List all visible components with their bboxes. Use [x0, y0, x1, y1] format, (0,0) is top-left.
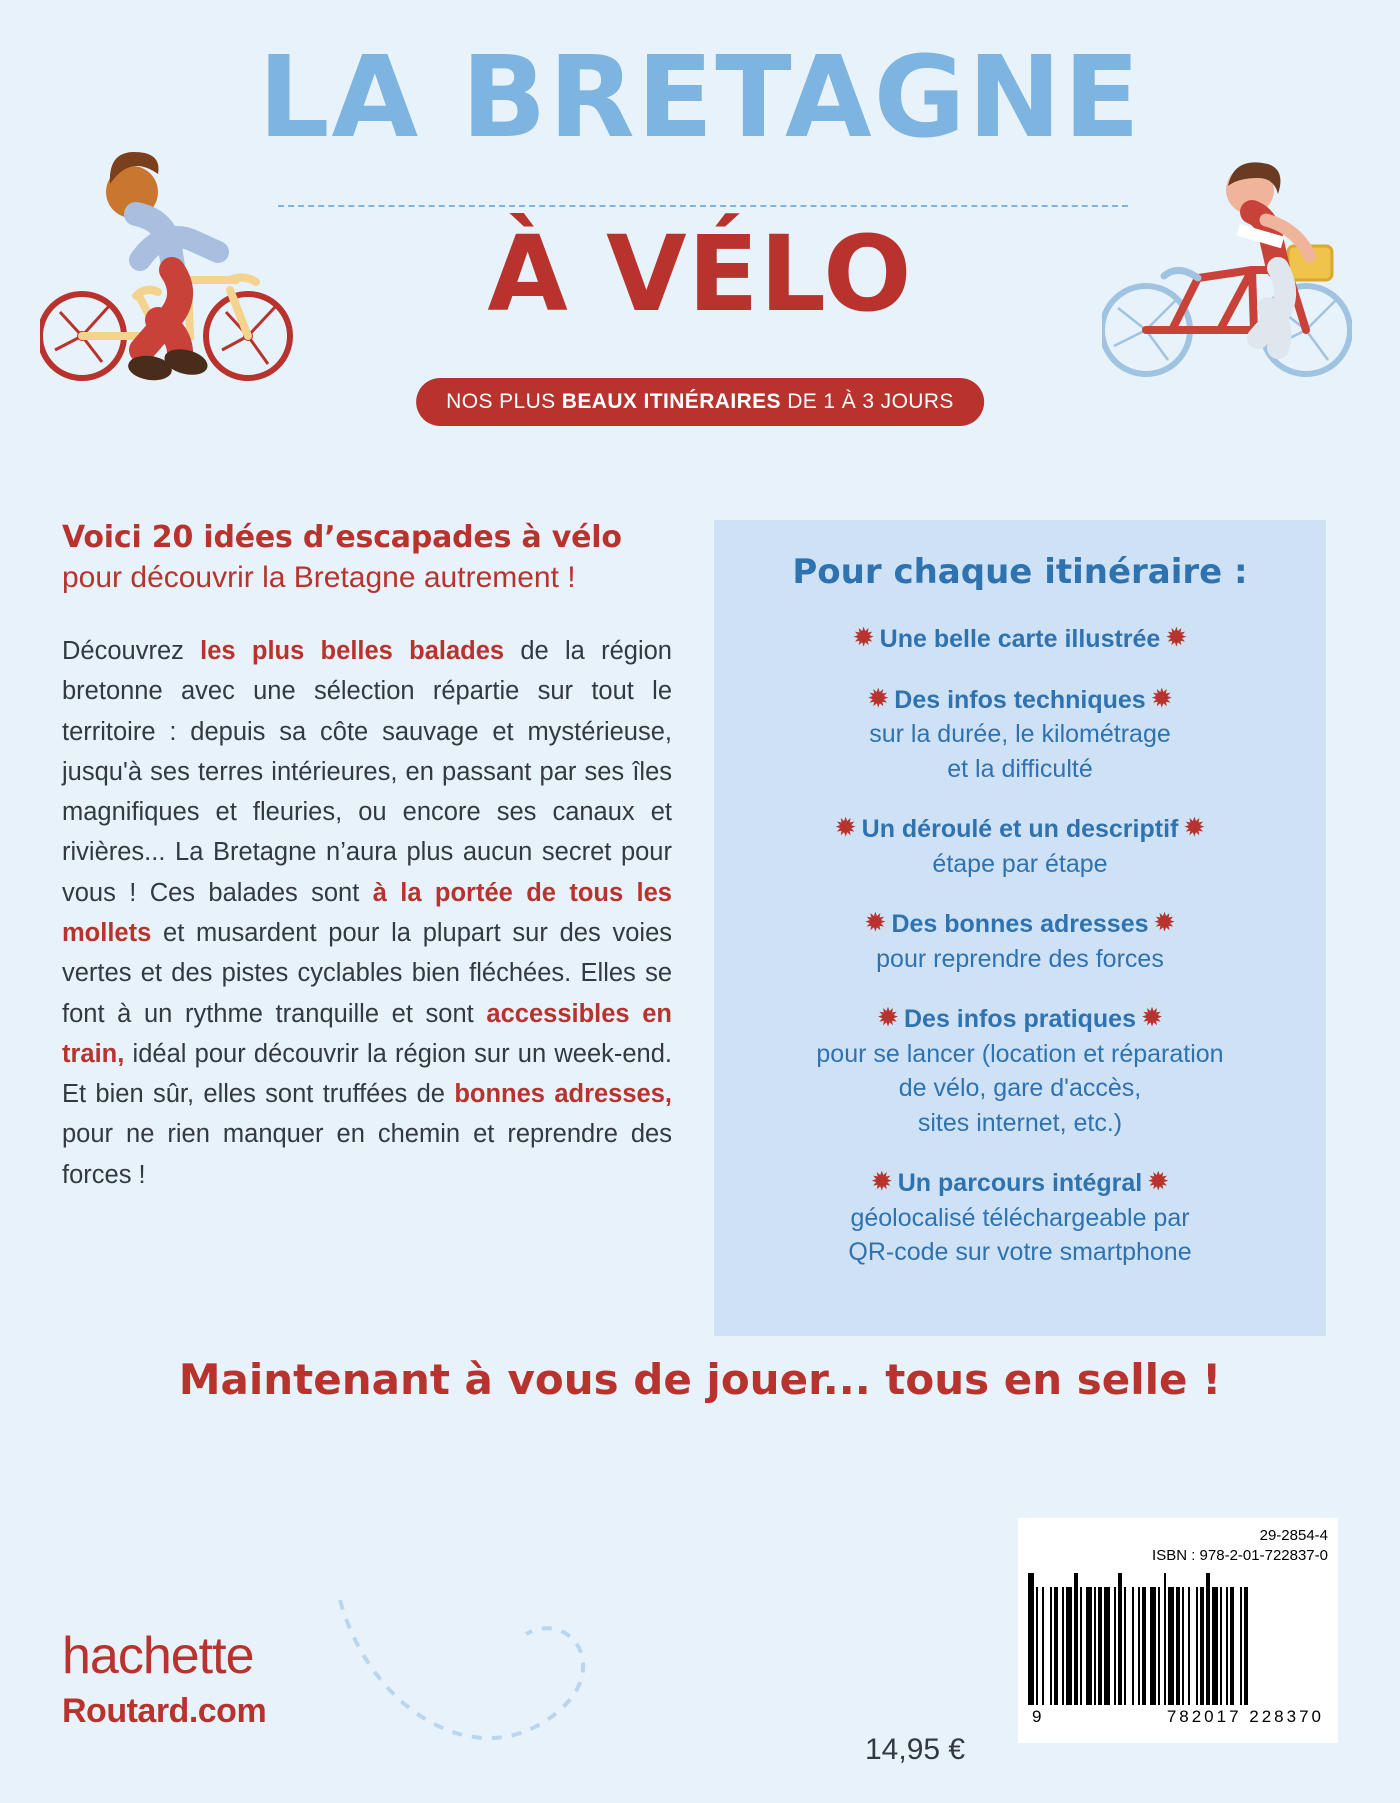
dashed-path-decoration — [330, 1590, 630, 1770]
badge-suffix: DE 1 À 3 JOURS — [780, 390, 954, 413]
intro-column — [62, 520, 672, 1195]
panel-item-title — [740, 622, 1300, 657]
paragraph-highlight: à la portée de tous les mollets — [62, 878, 672, 947]
panel-item-subline: de vélo, gare d'accès, — [898, 1074, 1142, 1102]
panel-item — [740, 812, 1300, 881]
panel-item-subline: sites internet, etc.) — [917, 1108, 1123, 1137]
wheel-icon: ✹ — [1145, 684, 1172, 711]
panel-heading: Pour chaque itinéraire : — [792, 552, 1248, 592]
cover-hero — [0, 0, 1400, 470]
panel-item-title — [740, 683, 1300, 718]
paragraph-highlight: bonnes adresses, — [454, 1080, 672, 1109]
panel-item-title — [740, 907, 1300, 942]
panel-item-title — [740, 812, 1300, 847]
barcode-bar — [1248, 1587, 1250, 1705]
panel-item-subline: étape par étape — [932, 849, 1108, 878]
panel-item-label: Un parcours intégral — [897, 1169, 1143, 1197]
intro-lead-bold: Voici 20 idées d’escapades à vélo — [62, 520, 622, 555]
barcode-ref: 29-2854-4 — [1259, 1527, 1328, 1544]
panel-item-label: Une belle carte illustrée — [879, 625, 1161, 653]
cover-badge — [416, 378, 984, 426]
paragraph-text: idéal pour découvrir la région sur un week-end. Et bien sûr, elles sont truffées de — [62, 1039, 672, 1109]
panel-item-label: Des infos techniques — [894, 685, 1146, 714]
paragraph-text: et musardent pour la plupart sur des voies vertes et des pistes cyclables bien fléchées. Elles se font à un rythme tranquille et sont — [62, 918, 672, 1028]
panel-item — [740, 622, 1300, 657]
panel-item — [740, 683, 1300, 787]
wheel-icon: ✹ — [1178, 814, 1205, 840]
publisher-logo — [62, 1627, 267, 1731]
wheel-icon: ✹ — [1142, 1168, 1168, 1194]
cover-title-line1: LA BRETAGNE — [258, 33, 1142, 163]
wheel-icon: ✹ — [853, 624, 880, 650]
panel-item-title — [740, 1002, 1300, 1037]
barcode-digits — [1028, 1705, 1328, 1727]
panel-item-subline: pour reprendre des forces — [876, 944, 1164, 973]
price-label: 14,95 € — [865, 1733, 966, 1766]
intro-lead-regular: pour découvrir la Bretagne autrement ! — [62, 561, 576, 594]
barcode-bars — [1028, 1573, 1328, 1705]
paragraph-text: Découvrez — [62, 637, 201, 665]
itinerary-features-panel — [714, 520, 1326, 1336]
panel-item-list — [740, 622, 1300, 1270]
paragraph-text: de la région bretonne avec une sélection répartie sur tout le territoire : depuis sa côte sauvage et mystérieuse, jusqu'à ses terres intérieures, en passant par ses îles magnifiques et fleuries, ou encore ses canaux et rivières... La Bretagne n’aura plus aucun secret pour vous ! Ces balades sont — [62, 637, 672, 907]
paragraph-text: pour ne rien manquer en chemin et reprendre des forces ! — [62, 1120, 672, 1189]
panel-item — [740, 1166, 1300, 1270]
barcode-digit-group: 782017 228370 — [1166, 1706, 1324, 1726]
main-content — [0, 520, 1400, 1336]
badge-prefix: NOS PLUS — [446, 390, 562, 413]
panel-item-label: Des infos pratiques — [904, 1005, 1136, 1033]
panel-item-subline: QR-code sur votre smartphone — [848, 1238, 1192, 1266]
wheel-icon: ✹ — [1148, 909, 1175, 935]
panel-item-subline: pour se lancer (location et réparation — [816, 1039, 1224, 1068]
barcode — [1018, 1518, 1338, 1743]
panel-item-title — [740, 1166, 1300, 1201]
panel-item-subline: et la difficulté — [947, 754, 1093, 783]
call-to-action: Maintenant à vous de jouer... tous en selle ! — [178, 1355, 1222, 1404]
wheel-icon: ✹ — [868, 684, 895, 711]
badge-bold: BEAUX ITINÉRAIRES — [561, 390, 781, 413]
wheel-icon: ✹ — [1160, 624, 1187, 650]
panel-item-label: Un déroulé et un descriptif — [861, 815, 1179, 843]
wheel-icon: ✹ — [865, 909, 892, 935]
routard-site: Routard.com — [62, 1692, 267, 1730]
panel-item — [740, 1002, 1300, 1140]
title-divider — [278, 205, 1128, 207]
paragraph-highlight: les plus belles balades — [200, 637, 505, 665]
wheel-icon: ✹ — [878, 1004, 904, 1030]
panel-item-label: Des bonnes adresses — [891, 910, 1149, 938]
cover-title-line2: À VÉLO — [487, 213, 913, 335]
wheel-icon: ✹ — [1136, 1004, 1162, 1030]
paragraph-highlight: accessibles en train, — [62, 999, 672, 1068]
wheel-icon: ✹ — [872, 1168, 898, 1194]
barcode-isbn: ISBN : 978-2-01-722837-0 — [1152, 1547, 1328, 1565]
barcode-digit-first: 9 — [1032, 1706, 1045, 1726]
intro-paragraph — [62, 631, 672, 1195]
panel-item-subline: sur la durée, le kilométrage — [869, 720, 1171, 748]
panel-item-subline: géolocalisé téléchargeable par — [850, 1203, 1190, 1232]
panel-item — [740, 907, 1300, 976]
wheel-icon: ✹ — [835, 814, 862, 840]
publisher-name: hachette — [62, 1627, 254, 1685]
